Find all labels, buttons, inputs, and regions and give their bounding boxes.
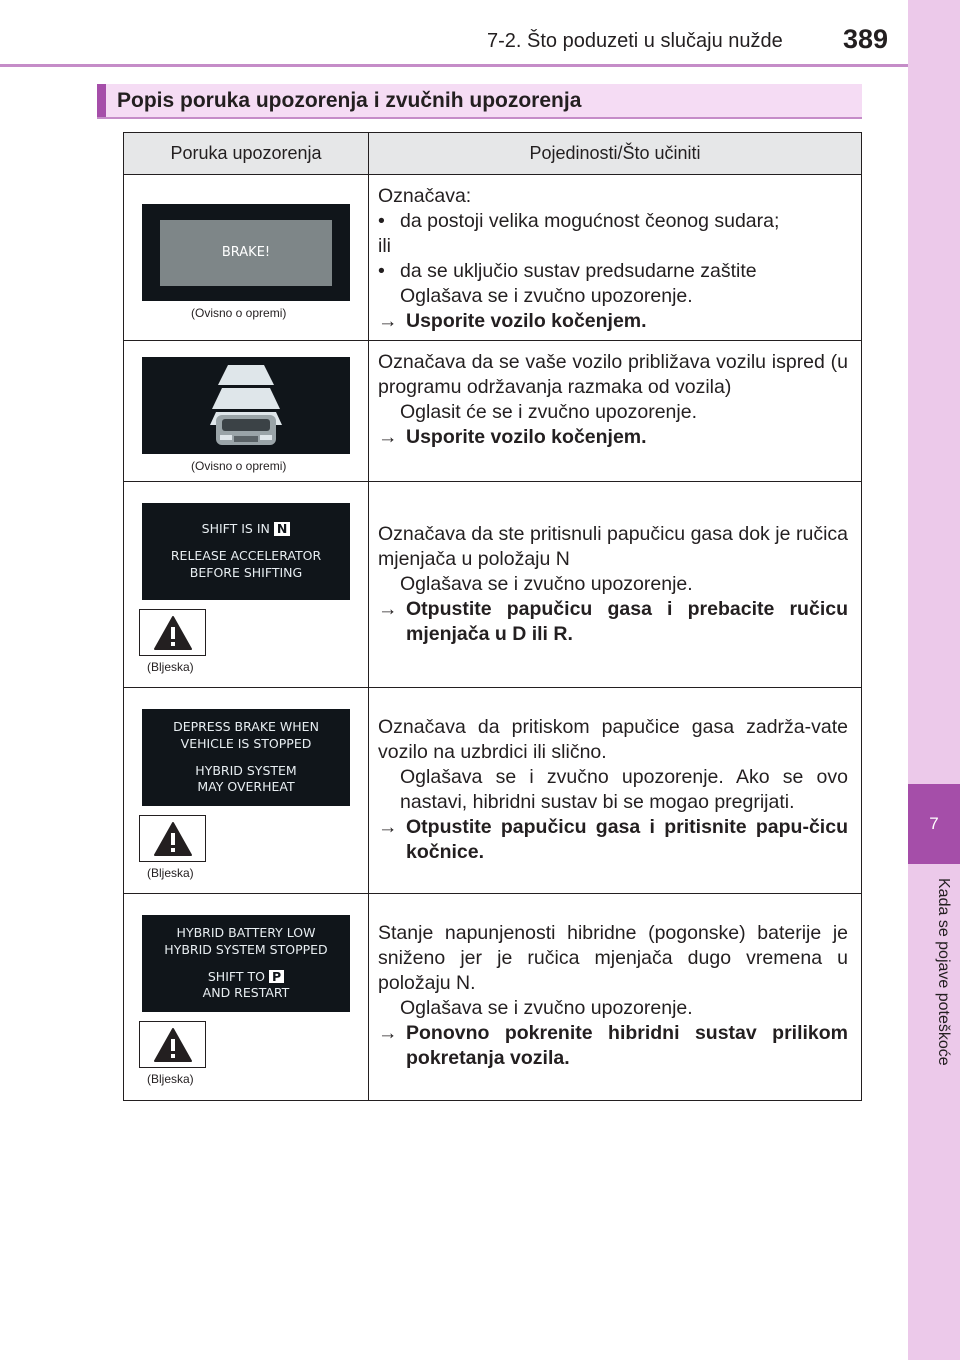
screen-line: SHIFT TO P: [208, 969, 284, 986]
desc-text: Označava da se vaše vozilo približava vozilu ispred (u programu održavanja razmaka od vozila): [378, 351, 848, 398]
chapter-side-tab: [908, 0, 960, 1360]
warning-light: [139, 815, 206, 862]
warning-light: [139, 1021, 206, 1068]
arrow-icon: →: [378, 310, 398, 332]
arrow-icon: →: [378, 598, 398, 620]
buzzer-note: Oglašava se i zvučno upozorenje.: [400, 997, 693, 1019]
desc-or: ili: [378, 235, 391, 257]
action-instruction: → Usporite vozilo kočenjem.: [378, 426, 647, 448]
warning-triangle-icon: [153, 821, 193, 857]
screen-line: SHIFT IS IN N: [202, 521, 291, 538]
action-instruction: → Usporite vozilo kočenjem.: [378, 310, 647, 332]
table-row: [124, 175, 861, 341]
details-cell: [369, 341, 861, 481]
page-number: 389: [843, 24, 889, 54]
message-cell: [124, 482, 369, 687]
message-cell: [124, 688, 369, 893]
chapter-number: 7: [908, 784, 960, 864]
column-header-details: Pojedinosti/Što učiniti: [529, 143, 701, 163]
image-caption: (Ovisno o opremi): [191, 459, 287, 473]
screen-line: BEFORE SHIFTING: [189, 564, 303, 580]
section-banner: [97, 84, 862, 119]
display-screen: [142, 503, 350, 600]
image-caption: (Bljeska): [147, 866, 194, 880]
image-caption: (Bljeska): [147, 660, 194, 674]
display-screen: [142, 357, 350, 454]
screen-line: VEHICLE IS STOPPED: [180, 735, 312, 751]
image-caption: (Bljeska): [147, 1072, 194, 1086]
section-title: 7-2. Što poduzeti u slučaju nužde: [487, 30, 783, 52]
screen-line: AND RESTART: [202, 985, 290, 1001]
buzzer-note: Oglašava se i zvučno upozorenje.: [400, 573, 693, 595]
brake-warning: BRAKE!: [160, 220, 332, 286]
screen-line: RELEASE ACCELERATOR: [170, 548, 322, 564]
screen-line: DEPRESS BRAKE WHEN: [173, 718, 319, 734]
table-row: [124, 341, 861, 482]
buzzer-note: Oglašava se i zvučno upozorenje.: [400, 285, 693, 307]
warning-triangle-icon: [153, 1027, 193, 1063]
action-instruction: → Ponovno pokrenite hibridni sustav prilikom pokretanja vozila.: [378, 1022, 848, 1069]
buzzer-note: Oglasit će se i zvučno upozorenje.: [400, 401, 697, 423]
gear-indicator: N: [274, 522, 290, 536]
header-rule: [0, 64, 908, 67]
screen-line: HYBRID BATTERY LOW: [176, 924, 316, 940]
details-cell: [369, 482, 861, 687]
desc-intro: Označava:: [378, 185, 472, 207]
warning-messages-table: [123, 132, 862, 1101]
message-cell: [124, 894, 369, 1100]
warning-light: [139, 609, 206, 656]
message-cell: [124, 175, 369, 340]
details-cell: [369, 175, 861, 340]
image-caption: (Ovisno o opremi): [191, 306, 287, 320]
action-instruction: → Otpustite papučicu gasa i prebacite ručicu mjenjača u D ili R.: [378, 598, 848, 645]
arrow-icon: →: [378, 426, 398, 448]
column-header-message: Poruka upozorenja: [124, 133, 369, 174]
display-screen: [142, 709, 350, 806]
arrow-icon: →: [378, 816, 398, 838]
screen-line: HYBRID SYSTEM: [195, 762, 297, 778]
chapter-title: Kada se pojave poteškoće: [935, 878, 952, 1066]
warning-triangle-icon: [153, 615, 193, 651]
table-header-row: [124, 133, 861, 175]
details-cell: [369, 688, 861, 893]
screen-line: HYBRID SYSTEM STOPPED: [164, 941, 328, 957]
display-screen: [142, 204, 350, 301]
message-cell: [124, 341, 369, 481]
gear-indicator: P: [269, 970, 284, 984]
display-screen: [142, 915, 350, 1012]
banner-title: Popis poruka upozorenja i zvučnih upozorenja: [117, 89, 582, 112]
desc-text: Stanje napunjenosti hibridne (pogonske) baterije je sniženo jer je ručica mjenjača dugo vremena u položaju N.: [378, 922, 848, 994]
table-row: [124, 482, 861, 688]
table-row: [124, 894, 861, 1100]
vehicle-ahead-icon: [142, 357, 350, 454]
bullet-item: • da se uključio sustav predsudarne zaštite: [378, 260, 757, 282]
arrow-icon: →: [378, 1022, 398, 1044]
screen-line: MAY OVERHEAT: [197, 779, 295, 795]
desc-text: Označava da pritiskom papučice gasa zadrža-vate vozilo na uzbrdici ili slično.: [378, 716, 848, 763]
bullet-item: • da postoji velika mogućnost čeonog sudara;: [378, 210, 780, 232]
buzzer-note: Oglašava se i zvučno upozorenje. Ako se ovo nastavi, hibridni sustav bi se mogao pregrijati.: [400, 766, 848, 813]
desc-text: Označava da ste pritisnuli papučicu gasa dok je ručica mjenjača u položaju N: [378, 523, 848, 570]
details-cell: [369, 894, 861, 1100]
action-instruction: → Otpustite papučicu gasa i pritisnite papu-čicu kočnice.: [378, 816, 848, 863]
table-row: [124, 688, 861, 894]
